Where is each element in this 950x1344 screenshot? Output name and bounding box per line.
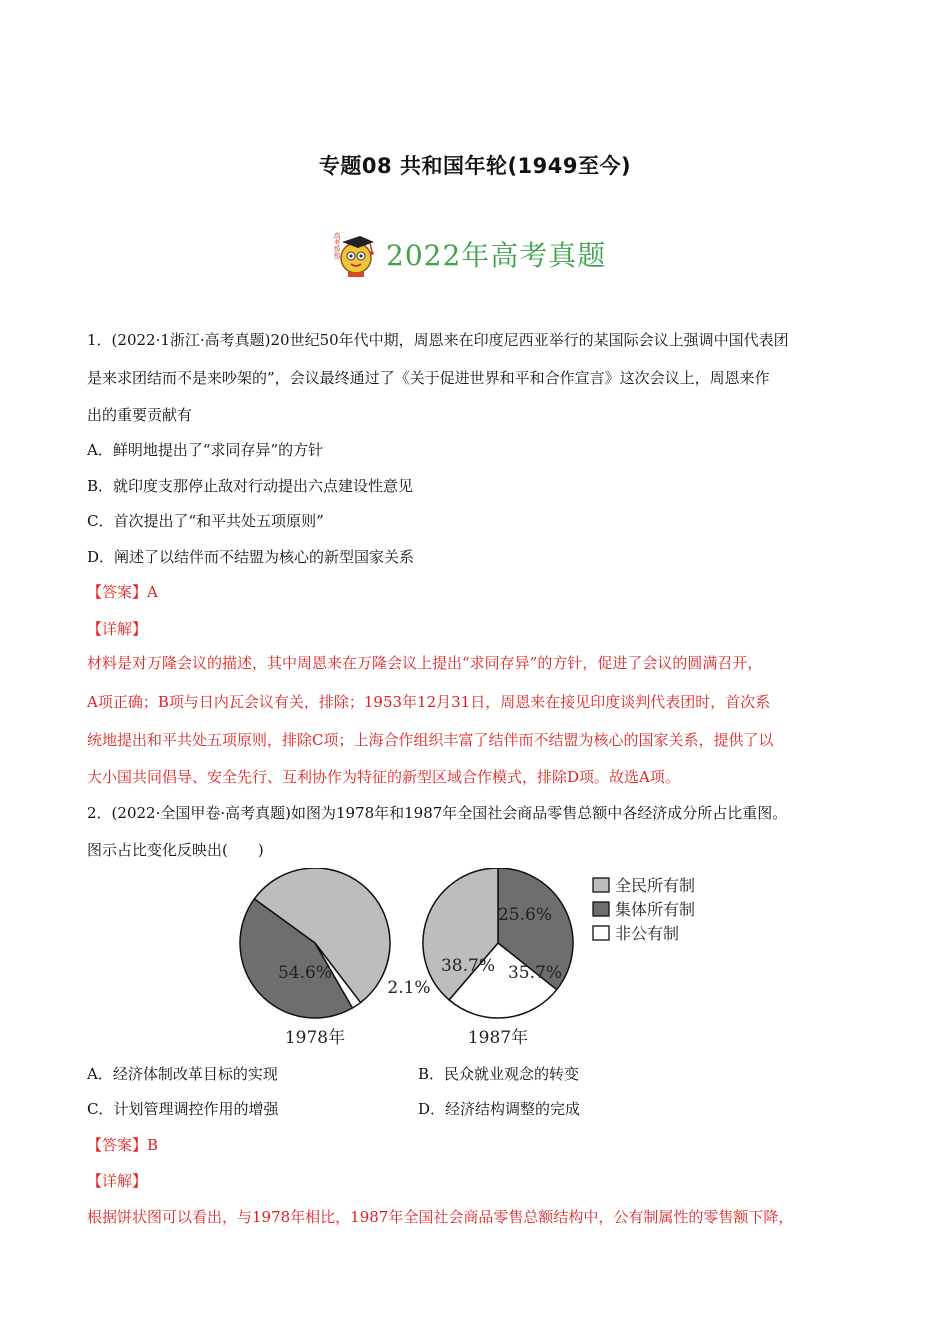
q2-line-1: 2．(2022·全国甲卷·高考真题)如图为1978年和1987年全国社会商品零售总额中各经济成分所占比重图。 bbox=[87, 804, 788, 822]
mascot-label: 高考帮帮 bbox=[333, 232, 341, 260]
q1-option-b: B．就印度支那停止敌对行动提出六点建设性意见 bbox=[87, 477, 414, 495]
q2-answer: 【答案】B bbox=[87, 1136, 159, 1154]
legend-swatch-2 bbox=[593, 926, 609, 940]
legend-label-2: 非公有制 bbox=[615, 924, 680, 943]
pie-0-value-label-0: 54.6% bbox=[277, 963, 333, 983]
q2-detail-line-1: 根据饼状图可以看出，与1978年相比，1987年全国社会商品零售总额结构中，公有制属性的零售额下降， bbox=[87, 1208, 794, 1226]
q2-line-2: 图示占比变化反映出( ) bbox=[87, 841, 264, 859]
q1-option-a: A．鲜明地提出了“求同存异”的方针 bbox=[87, 441, 324, 459]
legend-label-1: 集体所有制 bbox=[615, 900, 696, 919]
q1-detail-line-2: A项正确；B项与日内瓦会议有关，排除；1953年12月31日，周恩来在接见印度谈判代表团时，首次系 bbox=[87, 693, 771, 711]
q1-detail-line-3: 统地提出和平共处五项原则，排除C项；上海合作组织丰富了结伴而不结盟为核心的国家关系，提供了以 bbox=[87, 731, 774, 749]
pie-0-year-label: 1978年 bbox=[284, 1028, 346, 1048]
pie-1-year-label: 1987年 bbox=[467, 1028, 529, 1048]
legend-label-0: 全民所有制 bbox=[615, 876, 696, 895]
legend-swatch-1 bbox=[593, 902, 609, 916]
q2-option-b: B．民众就业观念的转变 bbox=[418, 1065, 580, 1083]
q1-detail-line-1: 材料是对万隆会议的描述，其中周恩来在万隆会议上提出“求同存异”的方针，促进了会议的圆满召开， bbox=[87, 654, 763, 672]
q1-option-c: C．首次提出了“和平共处五项原则” bbox=[87, 512, 324, 530]
q1-detail-line-4: 大小国共同倡导、安全先行、互利协作为特征的新型区域合作模式，排除D项。故选A项。 bbox=[87, 768, 680, 786]
pie-1-value-label-1: 35.7% bbox=[507, 963, 563, 983]
pie-0-value-label-2: 2.1% bbox=[387, 978, 431, 998]
q2-option-d: D．经济结构调整的完成 bbox=[418, 1100, 581, 1118]
banner-text: 2022年高考真题 bbox=[386, 239, 607, 272]
q1-option-d: D．阐述了以结伴而不结盟为核心的新型国家关系 bbox=[87, 548, 415, 566]
q1-line-2: 是来求团结而不是来吵架的”，会议最终通过了《关于促进世界和平和合作宣言》这次会议上，周恩来作 bbox=[87, 369, 770, 387]
q1-line-1: 1．(2022·1浙江·高考真题)20世纪50年代中期，周恩来在印度尼西亚举行的某国际会议上强调中国代表团 bbox=[87, 331, 789, 349]
page-title: 专题08 共和国年轮(1949至今) bbox=[318, 154, 632, 178]
q2-option-c: C．计划管理调控作用的增强 bbox=[87, 1100, 279, 1118]
q1-line-3: 出的重要贡献有 bbox=[87, 406, 193, 424]
pie-1-value-label-2: 25.6% bbox=[497, 905, 553, 925]
pie-chart-figure bbox=[225, 868, 725, 1053]
q2-option-a: A．经济体制改革目标的实现 bbox=[87, 1065, 278, 1083]
q1-detail-label: 【详解】 bbox=[87, 620, 148, 638]
q2-detail-label: 【详解】 bbox=[87, 1172, 148, 1190]
legend-swatch-0 bbox=[593, 878, 609, 892]
pie-1-value-label-0: 38.7% bbox=[440, 956, 496, 976]
section-banner bbox=[330, 228, 630, 280]
q1-answer: 【答案】A bbox=[87, 583, 158, 601]
